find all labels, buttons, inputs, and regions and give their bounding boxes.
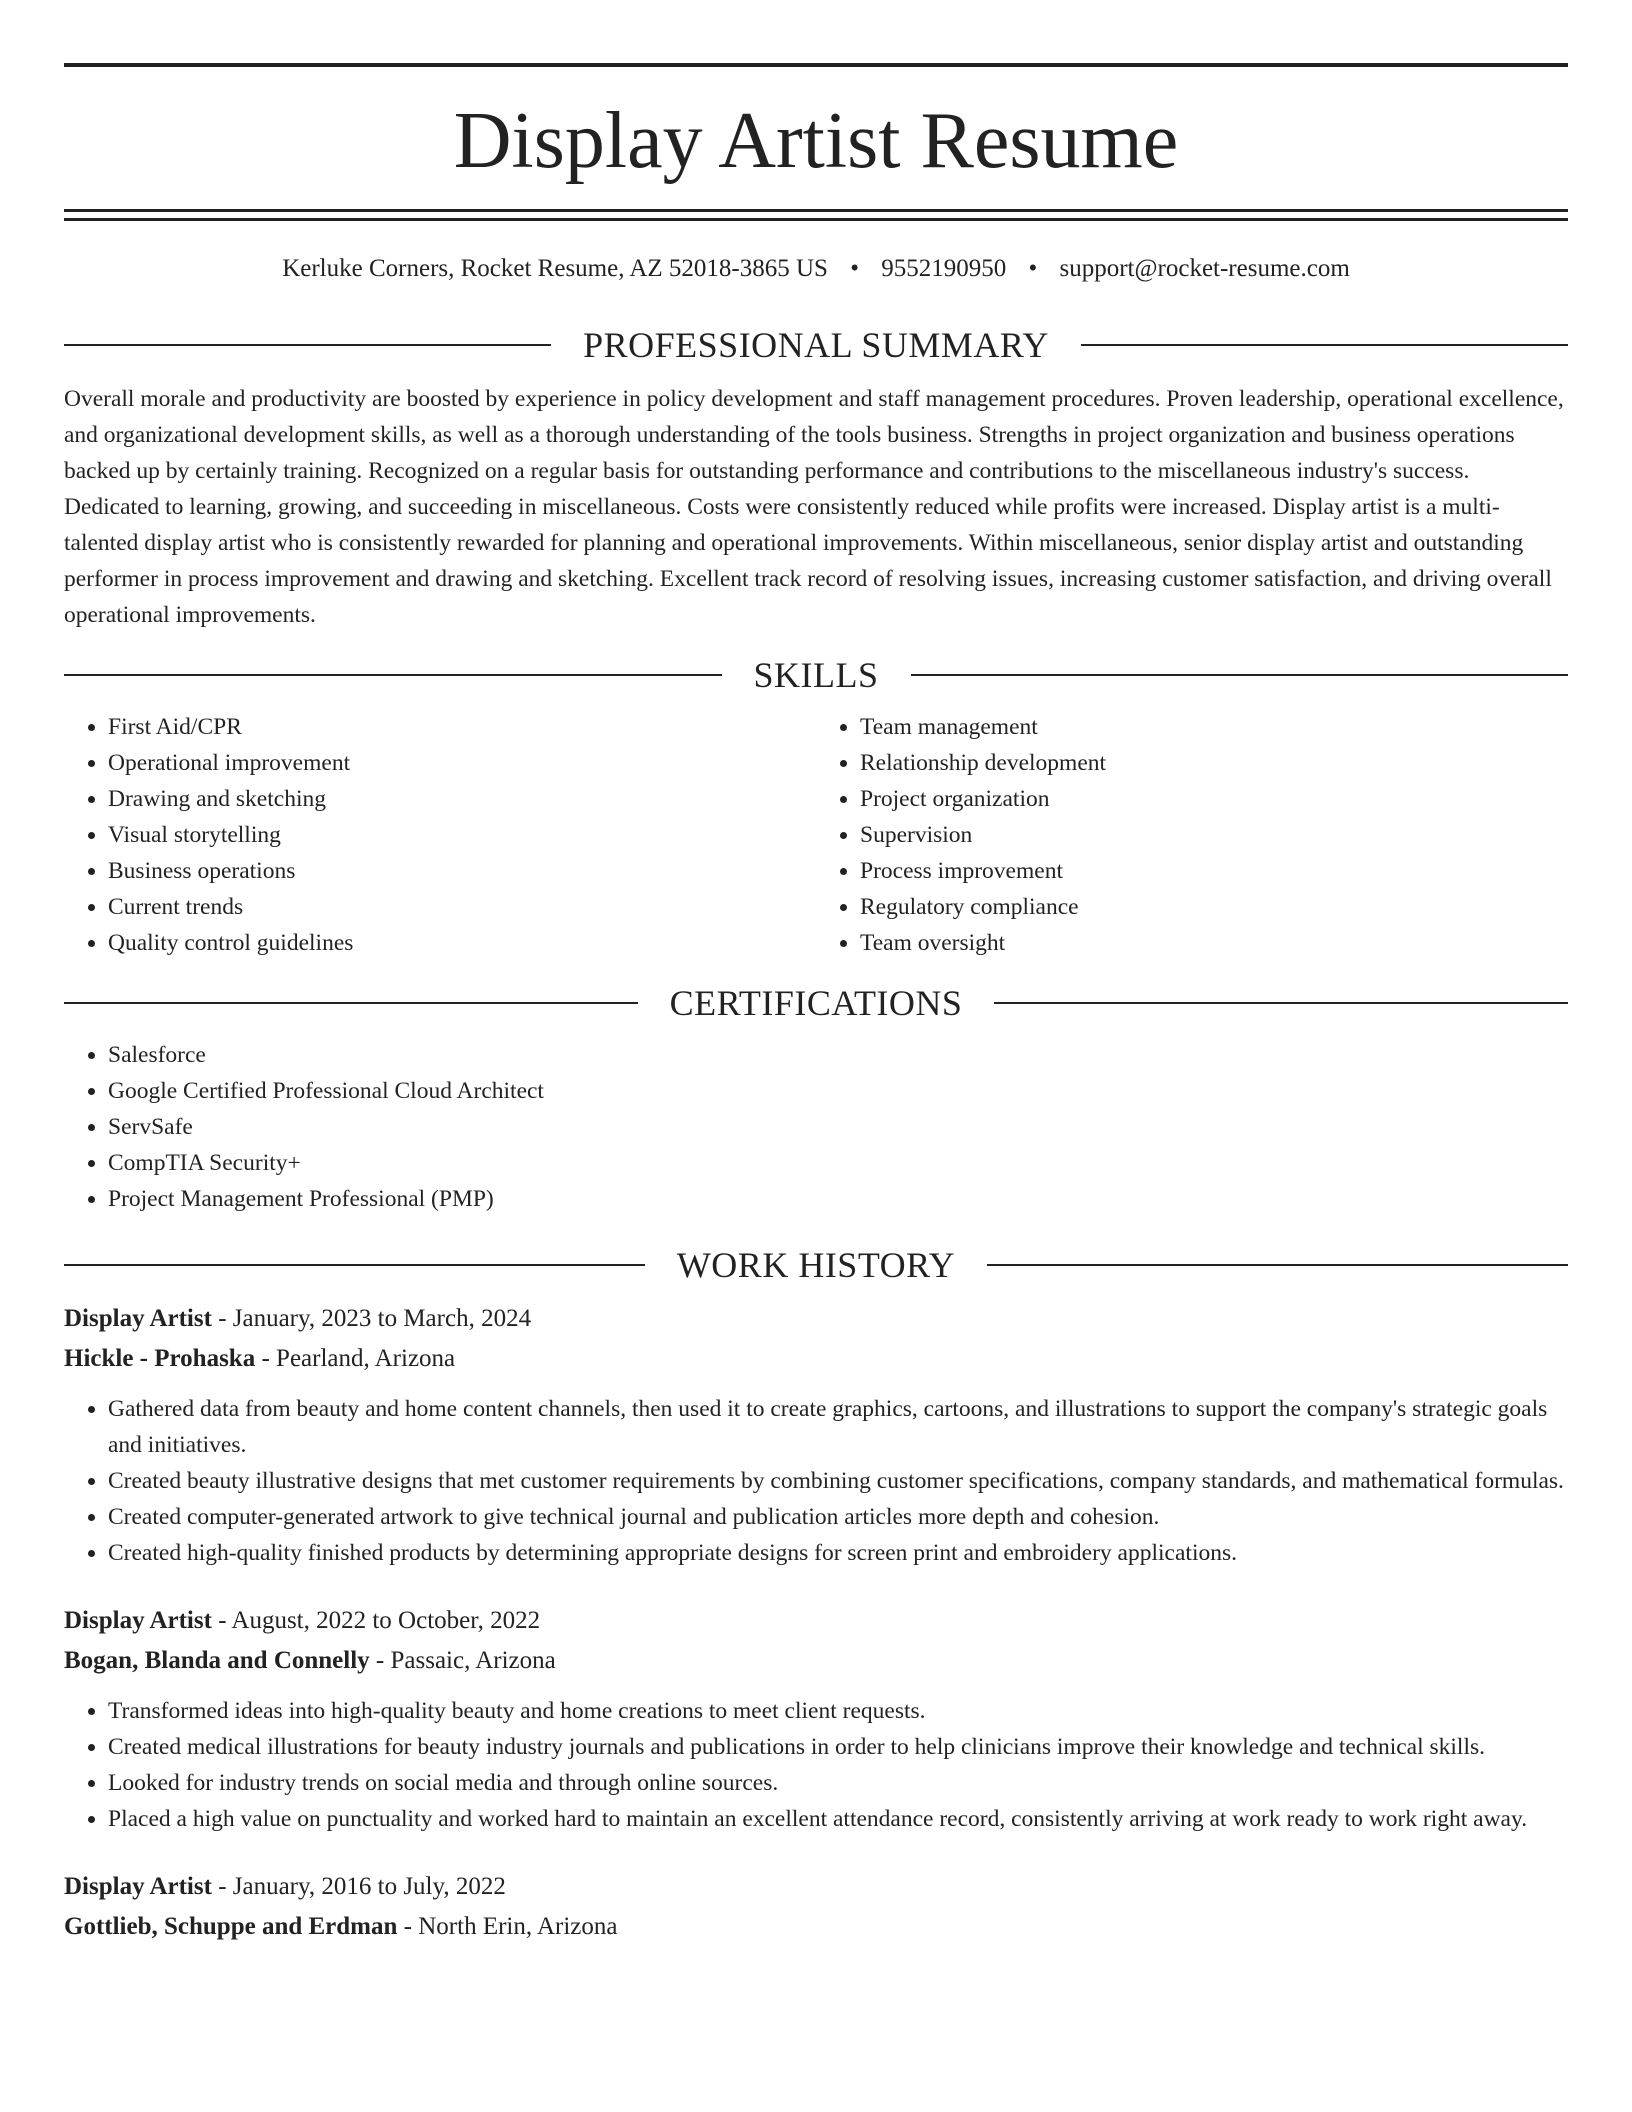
summary-section-header xyxy=(64,323,1568,367)
work-history-section-header xyxy=(64,1243,1568,1287)
skills-section-header xyxy=(64,653,1568,697)
skill-item: • Quality control guidelines xyxy=(108,925,816,961)
title-double-rule xyxy=(64,209,1568,221)
job-location: - Passaic, Arizona xyxy=(369,1647,556,1674)
job-role: Display Artist xyxy=(64,1873,212,1900)
job-role: Display Artist xyxy=(64,1607,212,1634)
contact-line xyxy=(64,253,1568,285)
contact-separator: • xyxy=(1028,255,1038,282)
job-entry xyxy=(64,1867,1568,1947)
skill-item: • Process improvement xyxy=(860,853,1568,889)
skill-item: • Relationship development xyxy=(860,745,1568,781)
section-rule-left xyxy=(64,1002,638,1004)
job-entry xyxy=(64,1601,1568,1837)
job-company-line xyxy=(64,1339,1568,1379)
skill-item: • Current trends xyxy=(108,889,816,925)
job-company: Gottlieb, Schuppe and Erdman xyxy=(64,1913,398,1940)
contact-phone: 9552190950 xyxy=(881,255,1007,282)
skill-item: • Team oversight xyxy=(860,925,1568,961)
certifications-list xyxy=(64,1037,1568,1217)
job-bullet: • Created medical illustrations for beauty industry journals and publications in order to help clinicians improve their knowledge and technical skills. xyxy=(108,1729,1568,1765)
certification-item: • Project Management Professional (PMP) xyxy=(108,1181,1568,1217)
resume-page xyxy=(64,0,1568,1947)
skill-item: • Drawing and sketching xyxy=(108,781,816,817)
job-role-line xyxy=(64,1867,1568,1907)
job-dates: - January, 2023 to March, 2024 xyxy=(211,1305,532,1332)
section-rule-right xyxy=(994,1002,1568,1004)
job-dates: - August, 2022 to October, 2022 xyxy=(211,1607,541,1634)
skills-heading: SKILLS xyxy=(753,655,879,695)
job-bullet: • Looked for industry trends on social media and through online sources. xyxy=(108,1765,1568,1801)
job-bullet: • Transformed ideas into high-quality beauty and home creations to meet client requests. xyxy=(108,1693,1568,1729)
skill-item: • Supervision xyxy=(860,817,1568,853)
section-rule-right xyxy=(987,1264,1568,1266)
job-location: - North Erin, Arizona xyxy=(397,1913,618,1940)
job-bullet: • Placed a high value on punctuality and worked hard to maintain an excellent attendance record, consistently arriving at work ready to work right away. xyxy=(108,1801,1568,1837)
job-role-line xyxy=(64,1299,1568,1339)
certification-item: • Google Certified Professional Cloud Architect xyxy=(108,1073,1568,1109)
job-company-line xyxy=(64,1907,1568,1947)
job-entry xyxy=(64,1299,1568,1571)
skills-list-left xyxy=(64,709,816,961)
job-bullet: • Created computer-generated artwork to give technical journal and publication articles more depth and cohesion. xyxy=(108,1499,1568,1535)
skills-columns xyxy=(64,709,1568,961)
skill-item: • Regulatory compliance xyxy=(860,889,1568,925)
job-role-line xyxy=(64,1601,1568,1641)
skill-item: • Project organization xyxy=(860,781,1568,817)
contact-address: Kerluke Corners, Rocket Resume, AZ 52018-3865 US xyxy=(282,255,828,282)
certifications-heading: CERTIFICATIONS xyxy=(669,983,963,1023)
job-company-line xyxy=(64,1641,1568,1681)
certifications-list-wrap xyxy=(64,1037,1568,1217)
contact-separator: • xyxy=(850,255,859,282)
certifications-section-header xyxy=(64,981,1568,1025)
section-rule-right xyxy=(911,674,1569,676)
job-bullet: • Gathered data from beauty and home content channels, then used it to create graphics, cartoons, and illustrations to support the company's strategic goals and initiatives. xyxy=(108,1391,1568,1463)
job-bullets xyxy=(64,1391,1568,1571)
summary-text: Overall morale and productivity are boosted by experience in policy development and staff management procedures. Proven leadership, operational excellence, and organizational development skills, as well as a thorough understanding of the tools business. Strengths in project organization and business operations backed up by certainly training. Recognized on a regular basis for outstanding performance and contributions to the miscellaneous industry's success. Dedicated to learning, growing, and succeeding in miscellaneous. Costs were consistently reduced while profits were increased. Display artist is a multi-talented display artist who is consistently rewarded for planning and operational improvements. Within miscellaneous, senior display artist and outstanding performer in process improvement and drawing and sketching. Excellent track record of resolving issues, increasing customer satisfaction, and driving overall operational improvements. xyxy=(64,386,1564,628)
certification-item: • Salesforce xyxy=(108,1037,1568,1073)
skill-item: • Team management xyxy=(860,709,1568,745)
skill-item: • Business operations xyxy=(108,853,816,889)
top-rule xyxy=(64,63,1568,67)
job-dates: - January, 2016 to July, 2022 xyxy=(211,1873,506,1900)
certification-item: • ServSafe xyxy=(108,1109,1568,1145)
skill-item: • Visual storytelling xyxy=(108,817,816,853)
section-rule-left xyxy=(64,344,551,346)
contact-email: support@rocket-resume.com xyxy=(1059,255,1350,282)
job-company: Hickle - Prohaska xyxy=(64,1345,256,1372)
skills-list-right xyxy=(816,709,1568,961)
work-history-heading: WORK HISTORY xyxy=(676,1245,956,1285)
section-rule-right xyxy=(1081,344,1568,346)
skill-item: • First Aid/CPR xyxy=(108,709,816,745)
job-bullets xyxy=(64,1693,1568,1837)
job-company: Bogan, Blanda and Connelly xyxy=(64,1647,370,1674)
summary-heading: PROFESSIONAL SUMMARY xyxy=(583,325,1049,365)
page-title: Display Artist Resume xyxy=(453,97,1179,185)
certification-item: • CompTIA Security+ xyxy=(108,1145,1568,1181)
section-rule-left xyxy=(64,1264,645,1266)
job-bullet: • Created beauty illustrative designs that met customer requirements by combining customer specifications, company standards, and mathematical formulas. xyxy=(108,1463,1568,1499)
skill-item: • Operational improvement xyxy=(108,745,816,781)
section-rule-left xyxy=(64,674,722,676)
job-bullet: • Created high-quality finished products by determining appropriate designs for screen print and embroidery applications. xyxy=(108,1535,1568,1571)
job-role: Display Artist xyxy=(64,1305,212,1332)
job-location: - Pearland, Arizona xyxy=(255,1345,456,1372)
